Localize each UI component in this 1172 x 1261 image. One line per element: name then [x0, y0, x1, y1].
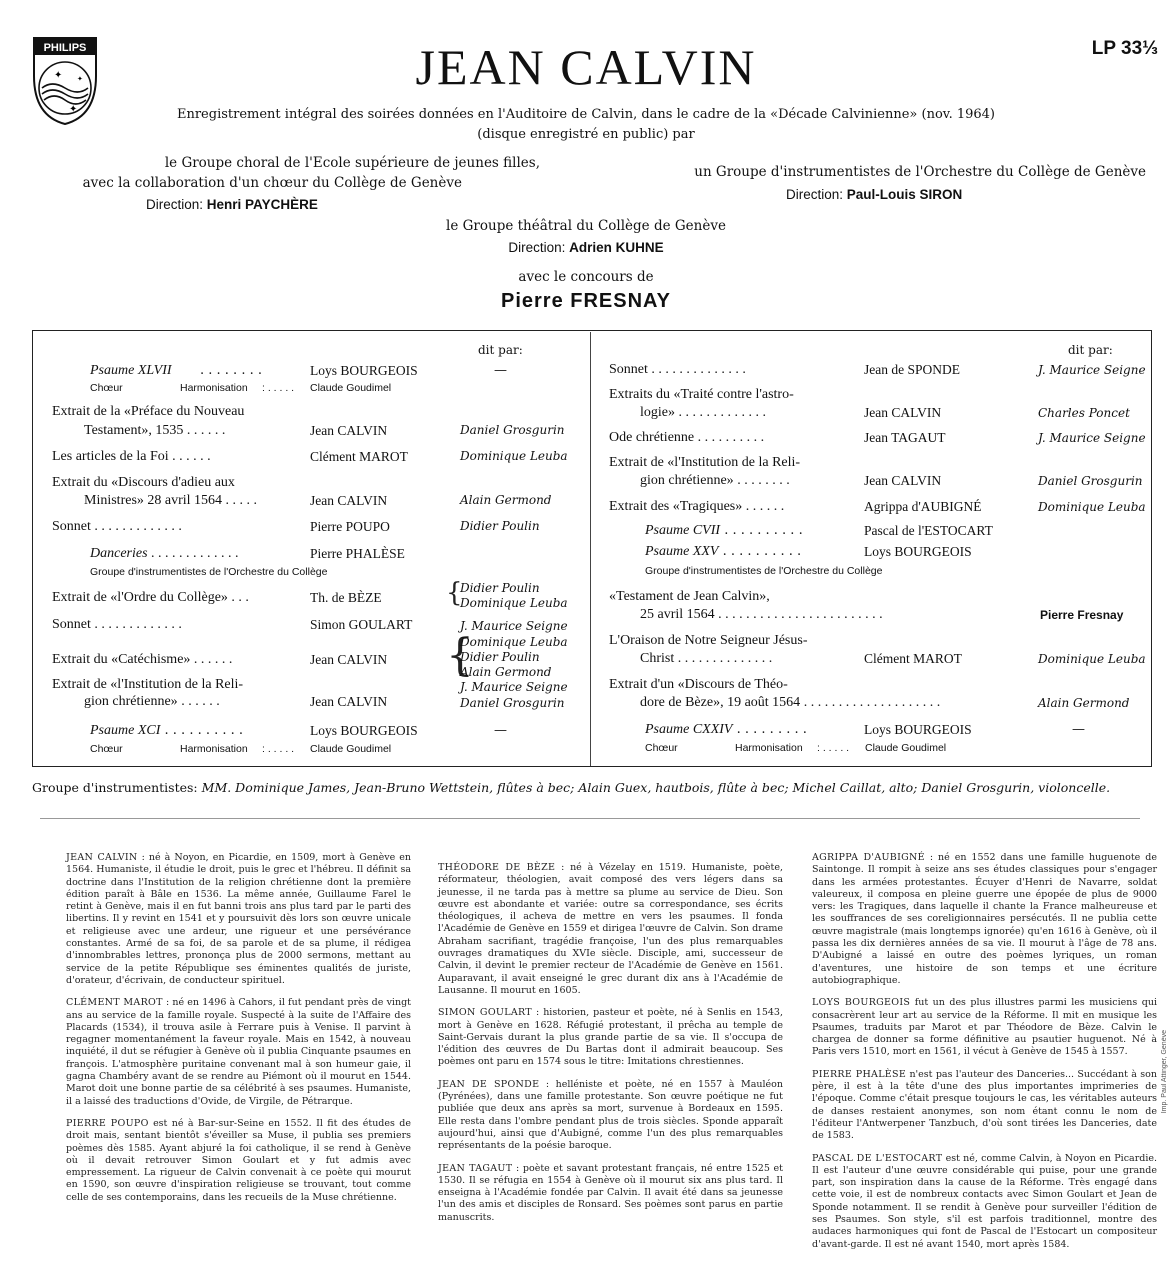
program-left-row-1: Psaume XLVII . . . . . . . . [90, 363, 262, 378]
bio-column-1 [66, 852, 411, 1214]
bio-tagaut: JEAN TAGAUT : poète et savant protestant français, né entre 1525 et 1530. Il se réfugia en 1554 à Genève où il mourut six ans plus tard. Il enseigna à l'Académie fondée par Calvin. Il avait été dans sa jeunesse l'un des amis et disciples de Ronsard. Ses poèmes sont parus en partie manuscrits. [438, 1162, 783, 1223]
instr-line-1: un Groupe d'instrumentistes de l'Orchestre du Collège de Genève [694, 164, 1146, 180]
left-r1-reader: — [494, 363, 507, 378]
right-r5-author: Agrippa d'AUBIGNÉ [864, 499, 982, 514]
right-r10-line2: dore de Bèze», 19 août 1564 . . . . . . . . . . . . . . . . . . . . [640, 695, 941, 710]
right-r8-line2: 25 avril 1564 . . . . . . . . . . . . . . . . . . . . . . . . [640, 607, 883, 622]
right-r2-line2: logie» . . . . . . . . . . . . . [640, 405, 766, 420]
program-divider [590, 332, 591, 766]
left-r7-reader-2: Dominique Leuba [460, 596, 568, 610]
left-r7-author: Th. de BÈZE [310, 590, 382, 605]
left-r7-reader-1: Didier Poulin [460, 581, 540, 595]
right-r8-line1: «Testament de Jean Calvin», [609, 589, 770, 604]
right-r4-line1: Extrait de «l'Institution de la Reli- [609, 455, 801, 470]
left-r4-author: Jean CALVIN [310, 493, 388, 508]
svg-text:✦: ✦ [54, 70, 63, 81]
left-r9-reader-1: Dominique Leuba [460, 635, 568, 649]
bio-marot: CLÉMENT MAROT : né en 1496 à Cahors, il fut pendant près de vingt ans au service de la famille royale. Suspecté à la suite de l'Affaire des Placards (1534), il trouva asile à Ferrare puis à Venise. Il parvint à regagner momentanément la faveur royale. Mais en 1542, à nouveau inquiété, il dut se réfugier à Genève où il publia Cinquante psaumes en françois. L'atmosphère puritaine convenant mal à son humeur gaie, il gagna Chambéry avant de se rendre au Piémont où il mourut en 1544. Marot doit une bonne partie de sa célébrité à ses psaumes. Humaniste, il a laissé des traductions d'Ovide, de Virgile, de Pétrarque. [66, 997, 411, 1107]
right-r11-harmonisation: Chœur Harmonisation : . . . . . Claude Goudimel [645, 742, 947, 754]
bio-poupo: PIERRE POUPO est né à Bar-sur-Seine en 1552. Il fit des études de droit mais, sentant bientôt s'éveiller sa Muse, il publia ses premiers poèmes dès 1585. Ayant abjuré la foi catholique, il se rend à Genève où il devait retrouver Simon Goulart et y fut admis avec empressement. La rigueur de Calvin convenait à ce poète qui mourut en 1590, son œuvre d'inspiration religieuse se trouvant, tout comme celle de ses contemporains, dans les recueils de la Muse chrétienne. [66, 1117, 411, 1203]
bio-goulart: SIMON GOULART : historien, pasteur et poète, né à Senlis en 1543, mort à Genève en 1628. Réfugié protestant, il prêcha au temple de Saint-Gervais durant la plus grande partie de sa vie. Il s'occupa de l'édition des œuvres de Du Bartas dont il admirait beaucoup. Ses poèmes ont paru en 1574 sous le titre: Imitations chrestiennes. [438, 1007, 783, 1068]
left-r3-author: Clément MAROT [310, 449, 408, 464]
right-r11-reader: — [1072, 722, 1085, 737]
intro-line-1: Enregistrement intégral des soirées données en l'Auditoire de Calvin, dans le cadre de la «Décade Calvinienne» (nov. 1964) [176, 107, 995, 122]
right-r9-line1: L'Oraison de Notre Seigneur Jésus- [609, 633, 808, 648]
left-r5-work: Sonnet . . . . . . . . . . . . . [52, 519, 182, 534]
left-r5-author: Pierre POUPO [310, 519, 390, 534]
right-r1-work: Sonnet . . . . . . . . . . . . . . [609, 362, 746, 377]
format-label: LP 33⅓ [1091, 38, 1158, 59]
right-r3-reader: J. Maurice Seigne [1038, 431, 1146, 445]
star-name: Pierre FRESNAY [501, 290, 671, 312]
concours-line: avec le concours de [518, 269, 654, 285]
instr-direction: Direction: Paul-Louis SIRON [786, 187, 963, 202]
left-r9-reader-3: Alain Germond [460, 665, 552, 679]
left-r8-work: Sonnet . . . . . . . . . . . . . [52, 617, 182, 632]
right-r7-work: Psaume XXV . . . . . . . . . . [645, 544, 802, 559]
svg-text:✦: ✦ [77, 75, 83, 83]
right-r1-author: Jean de SPONDE [864, 362, 960, 377]
left-r11-work: Psaume XCI . . . . . . . . . . [90, 723, 244, 738]
left-r11-reader: — [494, 723, 507, 738]
right-r2-author: Jean CALVIN [864, 405, 942, 420]
left-r8-reader: J. Maurice Seigne [460, 619, 568, 633]
right-r3-work: Ode chrétienne . . . . . . . . . . [609, 430, 765, 445]
left-r4-line2: Ministres» 28 avril 1564 . . . . . [84, 493, 258, 508]
dit-par-right: dit par: [1068, 343, 1113, 357]
right-r9-reader: Dominique Leuba [1038, 652, 1146, 666]
right-r9-author: Clément MAROT [864, 651, 962, 666]
right-r4-line2: gion chrétienne» . . . . . . . . [640, 473, 790, 488]
instrumentists-line: Groupe d'instrumentistes: MM. Dominique James, Jean-Bruno Wettstein, flûtes à bec; Alain Guex, hautbois, flûte à bec; Michel Caillat, alto; Daniel Grosgurin, violoncelle. [32, 780, 1111, 795]
right-r6-work: Psaume CVII . . . . . . . . . . [645, 523, 803, 538]
left-r11-harmonisation: Chœur Harmonisation : . . . . . Claude Goudimel [90, 743, 392, 755]
left-r7-work: Extrait de «l'Ordre du Collège» . . . [52, 590, 249, 605]
printer-credit: Imp. Paul Attinger, Genève [1161, 1030, 1168, 1114]
left-r3-work: Les articles de la Foi . . . . . . [52, 449, 211, 464]
left-r2-author: Jean CALVIN [310, 423, 388, 438]
intro-line-2: (disque enregistré en public) par [477, 127, 695, 142]
left-r5-reader: Didier Poulin [460, 519, 540, 533]
album-title: JEAN CALVIN [415, 39, 757, 95]
left-r11-author: Loys BOURGEOIS [310, 723, 418, 738]
right-r9-line2: Christ . . . . . . . . . . . . . . [640, 651, 773, 666]
left-r9-brace: { [446, 630, 474, 681]
right-r2-line1: Extraits du «Traité contre l'astro- [609, 387, 794, 402]
dit-par-left: dit par: [478, 343, 523, 357]
left-r10-reader: Daniel Grosgurin [460, 696, 565, 710]
right-r5-work: Extrait des «Tragiques» . . . . . . [609, 499, 785, 514]
right-r7-author: Loys BOURGEOIS [864, 544, 972, 559]
bio-sponde: JEAN DE SPONDE : helléniste et poète, né en 1557 à Mauléon (Pyrénées), dans une famille protestante. Son œuvre poétique ne fut publiée que deux ans après sa mort, survenue à Bordeaux en 1595. Elle resta dans l'ombre pendant plus de trois siècles. Sponde apparaît aujourd'hui, ainsi que d'Aubigné, comme l'un des plus remarquables représentants de la poésie baroque. [438, 1078, 783, 1152]
right-r5-reader: Dominique Leuba [1038, 500, 1146, 514]
bio-estocart: PASCAL DE L'ESTOCART est né, comme Calvin, à Noyon en Picardie. Il est l'auteur d'une œuvre considérable qui puise, pour une grande part, son inspiration dans la cause de la Réforme. Très engagé dans cette voie, il est de nombreux contacts avec Simon Goulart et Jean de Sponde notamment. Il se rendit à Genève pour surveiller l'édition de ses Psaumes. Son style, s'il est parfois traditionnel, montre des audaces harmoniques qui font de Pascal de l'Estocart un compositeur d'avant-garde. Il est né avant 1540, mort après 1584. [812, 1152, 1157, 1250]
choir-line-1: le Groupe choral de l'Ecole supérieure de jeunes filles, [164, 155, 540, 171]
section-rule [40, 818, 1140, 819]
left-r8-author: Simon GOULART [310, 617, 413, 632]
left-r4-reader: Alain Germond [460, 493, 552, 507]
right-r6-author: Pascal de l'ESTOCART [864, 523, 993, 538]
left-r1-author: Loys BOURGEOIS [310, 363, 418, 378]
bio-phalese: PIERRE PHALÈSE n'est pas l'auteur des Danceries... Succédant à son père, il est à la tête d'une des plus importantes imprimeries de l'époque. Comme c'était presque toujours le cas, les véritables auteurs de danses restaient anonymes, son nom étant connu le nom de l'éditeur l'Antwerpener Tanzbuch, d'où sont tirées les Danceries, date de 1583. [812, 1068, 1158, 1142]
left-r9-work: Extrait du «Catéchisme» . . . . . . [52, 652, 233, 667]
right-r3-author: Jean TAGAUT [864, 430, 946, 445]
choir-direction: Direction: Henri PAYCHÈRE [146, 197, 318, 212]
left-r6-author: Pierre PHALÈSE [310, 546, 405, 561]
bio-calvin: JEAN CALVIN : né à Noyon, en Picardie, en 1509, mort à Genève en 1564. Humaniste, il étudie le droit, puis le grec et l'hébreu. Il définit sa doctrine dans l'Institution de la religion chrétienne dont la première édition paraît à Bâle en 1536. La même année, Guillaume Farel le retint à Genève, mais il en fut banni trois ans plus tard par le parti des libertins. Il y revint en 1541 et y poursuivit dès lors son œuvre unicale et religieuse avec une ardeur, une rigueur et une persévérance constantes. Armé de sa foi, de sa parole et de sa plume, il rédigea d'innombrables lettres, prononça plus de 2000 sermons, mettant au service de la petite République ses éminentes qualités de juriste, d'orateur, d'écrivain, de conducteur spirituel. [66, 852, 412, 986]
right-r11-author: Loys BOURGEOIS [864, 722, 972, 737]
choir-line-2: avec la collaboration d'un chœur du Collège de Genève [82, 175, 462, 191]
left-r7-brace: { [446, 578, 463, 608]
philips-brand-text: PHILIPS [43, 42, 87, 54]
left-r9-author: Jean CALVIN [310, 652, 388, 667]
theatre-direction: Direction: Adrien KUHNE [508, 240, 664, 255]
bio-beze: THÉODORE DE BÈZE : né à Vézelay en 1519. Humaniste, poète, réformateur, théologien, avait composé des vers légers dans sa jeunesse, il ne tarda pas à mettre sa plume au service de Dieu. Son œuvre est abondante et variée: outre sa correspondance, ses écrits théologiques, il acheva de mettre en vers les psaumes. Il fonda l'Académie de Genève en 1559 et dirigea l'œuvre de Calvin. Son drame Abraham sacrifiant, tragédie françoise, l'un des plus remarquables ouvrages dramatiques du XVIe siècle. Disciple, ami, successeur de Calvin, il devint le premier recteur de l'Académie de Genève en 1561. Auparavant, il avait enseigné le grec durant dix ans à l'Académie de Lausanne. Il mourut en 1605. [438, 862, 783, 996]
left-r4-line1: Extrait du «Discours d'adieu aux [52, 475, 235, 490]
bio-column-2 [438, 862, 783, 1234]
right-r11-work: Psaume CXXIV . . . . . . . . . [645, 722, 807, 737]
right-r10-line1: Extrait d'un «Discours de Théo- [609, 677, 788, 692]
right-r7-note: Groupe d'instrumentistes de l'Orchestre du Collège [645, 565, 883, 577]
left-r10-author: Jean CALVIN [310, 694, 388, 709]
left-r2-reader: Daniel Grosgurin [460, 423, 565, 437]
right-r8-reader: Pierre Fresnay [1040, 608, 1124, 622]
right-r10-reader: Alain Germond [1038, 696, 1130, 710]
right-r4-reader: Daniel Grosgurin [1038, 474, 1143, 488]
right-r2-reader: Charles Poncet [1038, 406, 1130, 420]
left-r9-reader-4: J. Maurice Seigne [460, 680, 568, 694]
left-r9-reader-2: Didier Poulin [460, 650, 540, 664]
theatre-line: le Groupe théâtral du Collège de Genève [446, 218, 726, 234]
left-r6-note: Groupe d'instrumentistes de l'Orchestre du Collège [90, 566, 328, 578]
bio-column-3 [812, 852, 1157, 1261]
left-r2-line2: Testament», 1535 . . . . . . [84, 423, 226, 438]
right-r4-author: Jean CALVIN [864, 473, 942, 488]
left-r10-line1: Extrait de «l'Institution de la Reli- [52, 677, 244, 692]
bio-bourgeois: LOYS BOURGEOIS fut un des plus illustres parmi les musiciens qui consacrèrent leur art au service de la Réforme. Il mit en musique les Psaumes, traduits par Marot et par Théodore de Bèze. Calvin le chargea de donner sa forme définitive au psautier huguenot. Né à Paris vers 1510, mort en 1561, il vécut à Genève de 1545 à 1557. [812, 997, 1157, 1058]
left-r6-work: Danceries . . . . . . . . . . . . . [90, 546, 239, 561]
right-r1-reader: J. Maurice Seigne [1038, 363, 1146, 377]
bio-aubigne: AGRIPPA D'AUBIGNÉ : né en 1552 dans une famille huguenote de Saintonge. Il rompit à seize ans ses études classiques pour s'engager dans les armées protestantes. Écuyer d'Henri de Navarre, soldat valeureux, il composa en pleine guerre une épopée de plus de 9000 vers: les Tragiques, dans laquelle il chante la France malheureuse et les souffrances de ses coreligionnaires persécutés. Il ne publia cette œuvre magistrale (mais longtemps ignorée) qu'en 1616 à Genève, où il passa les dix dernières années de sa vie. Il mourut à l'âge de 78 ans. D'Aubigné a laissé en outre des poèmes lyriques, un roman d'aventures, une histoire de son temps et une écriture autobiographique. [812, 852, 1157, 986]
svg-text:✦: ✦ [69, 104, 78, 115]
left-r3-reader: Dominique Leuba [460, 449, 568, 463]
left-r10-line2: gion chrétienne» . . . . . . [84, 694, 220, 709]
left-r2-line1: Extrait de la «Préface du Nouveau [52, 404, 245, 419]
left-r1-harmonisation: Chœur Harmonisation : . . . . . Claude Goudimel [90, 382, 392, 394]
